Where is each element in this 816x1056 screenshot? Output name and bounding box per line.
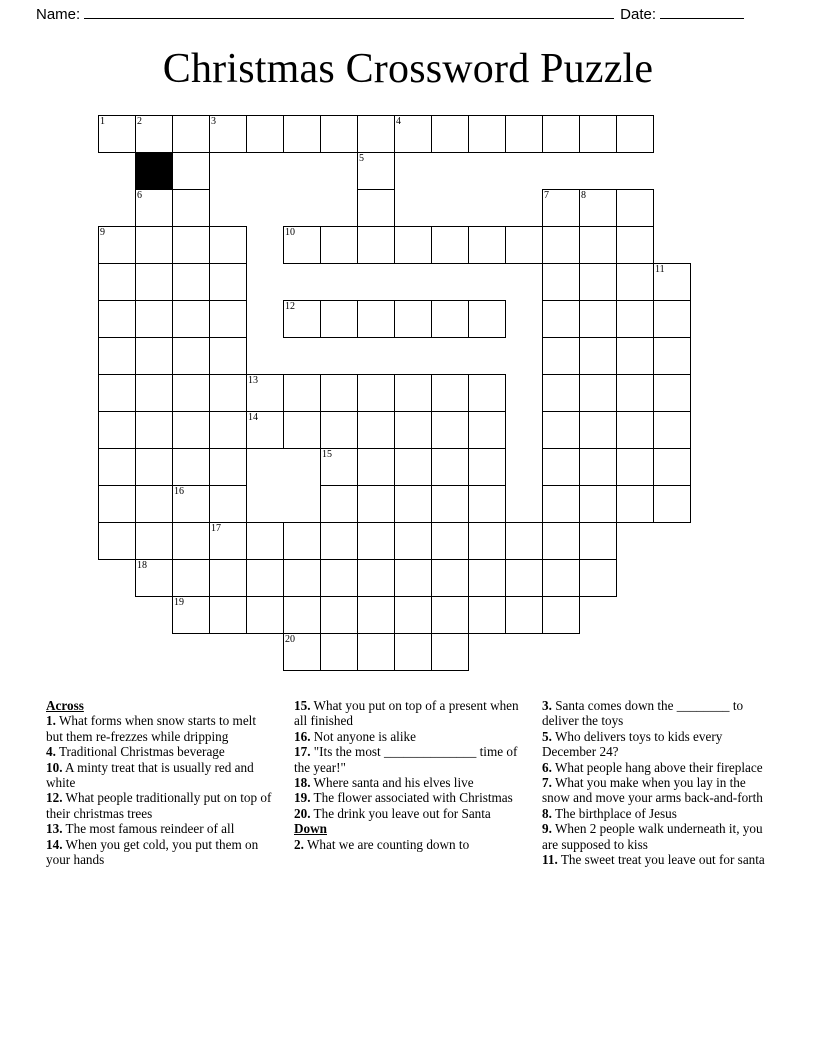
grid-cell[interactable] (542, 411, 580, 449)
grid-cell-number: 12 (285, 301, 295, 312)
grid-cell[interactable] (135, 522, 173, 560)
grid-cell[interactable] (579, 263, 617, 301)
grid-cell[interactable] (542, 300, 580, 338)
grid-cell[interactable] (579, 559, 617, 597)
grid-cell[interactable] (283, 300, 321, 338)
grid-cell[interactable] (579, 485, 617, 523)
grid-cell[interactable] (98, 300, 136, 338)
grid-cell[interactable] (394, 559, 432, 597)
grid-cell[interactable] (320, 485, 358, 523)
grid-cell[interactable] (98, 337, 136, 375)
clue-text: What you make when you lay in the snow and move your arms back-and-forth (542, 775, 763, 806)
grid-cell[interactable] (616, 300, 654, 338)
grid-cell[interactable] (394, 448, 432, 486)
grid-cell[interactable] (283, 522, 321, 560)
grid-cell[interactable] (172, 300, 210, 338)
clue-number: 5. (542, 728, 552, 744)
grid-cell-number: 20 (285, 634, 295, 645)
grid-cell[interactable] (542, 596, 580, 634)
grid-cell[interactable] (320, 559, 358, 597)
grid-cell-number: 2 (137, 116, 142, 127)
grid-cell[interactable] (98, 485, 136, 523)
grid-cell[interactable] (542, 448, 580, 486)
grid-cell[interactable] (320, 300, 358, 338)
clue-number: 6. (542, 759, 552, 775)
grid-cell[interactable] (431, 633, 469, 671)
grid-cell[interactable] (172, 115, 210, 153)
grid-cell[interactable] (135, 300, 173, 338)
grid-cell-number: 18 (137, 560, 147, 571)
clue-text: Not anyone is alike (310, 728, 416, 744)
grid-cell[interactable] (542, 226, 580, 264)
clues-section (46, 698, 772, 867)
grid-cell[interactable] (209, 300, 247, 338)
grid-cell-number: 15 (322, 449, 332, 460)
grid-cell[interactable] (320, 633, 358, 671)
grid-cell[interactable] (357, 115, 395, 153)
grid-cell[interactable] (283, 115, 321, 153)
clue-text: "Its the most ______________ time of the year!" (294, 744, 518, 775)
clue-text: When you get cold, you put them on your hands (46, 836, 259, 868)
clue-number: 8. (542, 805, 552, 821)
grid-cell-number: 1 (100, 116, 105, 127)
page-title: Christmas Crossword Puzzle (162, 46, 654, 92)
grid-cell[interactable] (468, 596, 506, 634)
grid-cell-number: 8 (581, 190, 586, 201)
grid-cell[interactable] (579, 300, 617, 338)
grid-cell[interactable] (283, 226, 321, 264)
grid-cell[interactable] (505, 522, 543, 560)
grid-cell-number: 16 (174, 486, 184, 497)
grid-cell[interactable] (468, 522, 506, 560)
grid-cell[interactable] (579, 115, 617, 153)
clue-number: 14. (46, 836, 63, 852)
grid-cell[interactable] (283, 633, 321, 671)
grid-cell[interactable] (542, 263, 580, 301)
down-clue (542, 852, 772, 867)
across-clue (294, 698, 524, 729)
grid-cell[interactable] (357, 522, 395, 560)
grid-cell[interactable] (320, 448, 358, 486)
grid-cell[interactable] (209, 226, 247, 264)
clue-text: Where santa and his elves live (310, 775, 474, 791)
grid-cell[interactable] (357, 226, 395, 264)
clue-number: 18. (294, 775, 311, 791)
grid-cell[interactable] (616, 263, 654, 301)
grid-cell-number: 11 (655, 264, 665, 275)
clue-text: What forms when snow starts to melt but them re-frezzes while dripping (46, 713, 256, 744)
grid-cell[interactable] (209, 337, 247, 375)
grid-cell[interactable] (505, 115, 543, 153)
grid-cell[interactable] (357, 596, 395, 634)
grid-cell[interactable] (172, 485, 210, 523)
grid-cell[interactable] (542, 374, 580, 412)
grid-cell[interactable] (135, 226, 173, 264)
grid-cell-number: 17 (211, 523, 221, 534)
grid-cell[interactable] (616, 226, 654, 264)
grid-cell[interactable] (172, 263, 210, 301)
grid-cell[interactable] (320, 596, 358, 634)
grid-cell[interactable] (579, 411, 617, 449)
across-clue (294, 775, 524, 790)
grid-cell[interactable] (579, 189, 617, 227)
grid-cell[interactable] (431, 448, 469, 486)
grid-cell[interactable] (98, 448, 136, 486)
grid-cell[interactable] (394, 411, 432, 449)
grid-cell[interactable] (357, 485, 395, 523)
grid-cell[interactable] (616, 448, 654, 486)
clue-number: 17. (294, 744, 311, 760)
grid-cell[interactable] (320, 411, 358, 449)
clue-number: 2. (294, 836, 304, 852)
grid-cell[interactable] (172, 596, 210, 634)
grid-cell[interactable] (357, 189, 395, 227)
grid-cell[interactable] (135, 115, 173, 153)
grid-cell[interactable] (431, 559, 469, 597)
clue-text: The sweet treat you leave out for santa (557, 852, 765, 868)
clue-text: What we are counting down to (303, 836, 470, 852)
grid-cell-number: 10 (285, 227, 295, 238)
grid-cell[interactable] (431, 226, 469, 264)
grid-cell[interactable] (172, 559, 210, 597)
across-clue (294, 790, 524, 805)
grid-cell[interactable] (209, 485, 247, 523)
grid-cell[interactable] (542, 559, 580, 597)
across-clue (46, 837, 276, 868)
grid-cell[interactable] (431, 300, 469, 338)
grid-cell[interactable] (394, 374, 432, 412)
grid-cell[interactable] (283, 559, 321, 597)
grid-cell[interactable] (246, 411, 284, 449)
grid-cell[interactable] (320, 522, 358, 560)
grid-cell[interactable] (172, 337, 210, 375)
grid-cell[interactable] (542, 337, 580, 375)
down-clue (542, 821, 772, 852)
across-heading: Across (46, 698, 84, 713)
across-clue (294, 806, 524, 821)
grid-cell[interactable] (209, 411, 247, 449)
grid-cell[interactable] (431, 411, 469, 449)
across-clue (46, 821, 276, 836)
grid-cell[interactable] (98, 411, 136, 449)
across-clue (46, 790, 276, 821)
grid-cell[interactable] (246, 374, 284, 412)
grid-cell[interactable] (135, 411, 173, 449)
clue-number: 4. (46, 744, 56, 760)
grid-cell[interactable] (431, 596, 469, 634)
clue-number: 11. (542, 852, 558, 868)
grid-cell[interactable] (172, 374, 210, 412)
grid-block (135, 152, 173, 190)
clue-text: When 2 people walk underneath it, you are supposed to kiss (542, 821, 763, 852)
grid-cell[interactable] (172, 189, 210, 227)
grid-cell[interactable] (616, 485, 654, 523)
grid-cell[interactable] (357, 411, 395, 449)
grid-cell-number: 4 (396, 116, 401, 127)
grid-cell[interactable] (616, 374, 654, 412)
clue-text: The drink you leave out for Santa (310, 805, 491, 821)
grid-cell[interactable] (468, 485, 506, 523)
grid-cell[interactable] (246, 559, 284, 597)
across-clue (46, 760, 276, 791)
grid-cell[interactable] (209, 115, 247, 153)
across-clue (46, 744, 276, 759)
clue-text: Santa comes down the ________ to deliver the toys (542, 698, 744, 729)
grid-cell[interactable] (542, 189, 580, 227)
grid-cell[interactable] (135, 448, 173, 486)
grid-cell[interactable] (357, 448, 395, 486)
grid-cell[interactable] (283, 596, 321, 634)
grid-cell[interactable] (542, 485, 580, 523)
grid-cell[interactable] (320, 226, 358, 264)
grid-cell[interactable] (209, 263, 247, 301)
grid-cell[interactable] (468, 115, 506, 153)
worksheet-header (0, 0, 816, 23)
grid-cell[interactable] (468, 448, 506, 486)
grid-cell[interactable] (394, 522, 432, 560)
grid-cell[interactable] (172, 152, 210, 190)
across-clue (46, 713, 276, 744)
grid-cell[interactable] (394, 300, 432, 338)
down-clue (542, 806, 772, 821)
grid-cell[interactable] (579, 522, 617, 560)
grid-cell[interactable] (616, 337, 654, 375)
grid-cell[interactable] (209, 596, 247, 634)
down-clue (542, 729, 772, 760)
clue-number: 13. (46, 821, 63, 837)
grid-cell[interactable] (172, 522, 210, 560)
grid-cell[interactable] (468, 226, 506, 264)
grid-cell[interactable] (394, 485, 432, 523)
grid-cell[interactable] (172, 226, 210, 264)
grid-cell[interactable] (135, 337, 173, 375)
clue-text: The birthplace of Jesus (551, 805, 677, 821)
grid-cell[interactable] (357, 559, 395, 597)
grid-cell[interactable] (246, 115, 284, 153)
grid-cell[interactable] (135, 559, 173, 597)
clue-number: 1. (46, 713, 56, 729)
clue-number: 3. (542, 698, 552, 713)
grid-cell[interactable] (98, 374, 136, 412)
grid-cell[interactable] (431, 522, 469, 560)
grid-cell[interactable] (579, 226, 617, 264)
clue-text: Who delivers toys to kids every December 24? (542, 728, 723, 760)
grid-cell[interactable] (579, 374, 617, 412)
grid-cell[interactable] (653, 411, 691, 449)
grid-cell[interactable] (431, 115, 469, 153)
across-clue (294, 729, 524, 744)
grid-cell[interactable] (357, 633, 395, 671)
grid-cell-number: 6 (137, 190, 142, 201)
grid-cell[interactable] (468, 374, 506, 412)
clue-number: 9. (542, 821, 552, 837)
clue-text: The flower associated with Christmas (310, 790, 513, 806)
grid-cell[interactable] (579, 337, 617, 375)
grid-cell[interactable] (394, 633, 432, 671)
down-clue (542, 760, 772, 775)
grid-cell[interactable] (653, 485, 691, 523)
grid-cell[interactable] (394, 115, 432, 153)
grid-cell[interactable] (468, 300, 506, 338)
grid-cell[interactable] (653, 337, 691, 375)
grid-cell[interactable] (246, 522, 284, 560)
grid-cell[interactable] (209, 374, 247, 412)
grid-cell[interactable] (357, 152, 395, 190)
clue-text: The most famous reindeer of all (62, 821, 235, 837)
grid-cell[interactable] (98, 226, 136, 264)
grid-cell[interactable] (135, 189, 173, 227)
grid-cell[interactable] (135, 263, 173, 301)
clue-text: What people hang above their fireplace (551, 759, 763, 775)
grid-cell[interactable] (320, 374, 358, 412)
grid-cell[interactable] (542, 522, 580, 560)
grid-cell[interactable] (505, 559, 543, 597)
clue-number: 16. (294, 728, 311, 744)
grid-cell[interactable] (468, 411, 506, 449)
crossword-grid[interactable] (98, 115, 718, 699)
name-write-line[interactable] (84, 6, 614, 19)
grid-cell[interactable] (135, 374, 173, 412)
grid-cell[interactable] (98, 522, 136, 560)
grid-cell-number: 19 (174, 597, 184, 608)
down-clue (542, 775, 772, 806)
grid-cell[interactable] (357, 300, 395, 338)
grid-cell-number: 7 (544, 190, 549, 201)
grid-cell[interactable] (172, 411, 210, 449)
grid-cell[interactable] (616, 189, 654, 227)
name-label: Name: (36, 6, 81, 23)
grid-cell[interactable] (616, 411, 654, 449)
grid-cell[interactable] (653, 300, 691, 338)
grid-cell[interactable] (98, 263, 136, 301)
clue-number: 20. (294, 805, 311, 821)
grid-cell[interactable] (542, 115, 580, 153)
across-clue (294, 744, 524, 775)
grid-cell[interactable] (357, 374, 395, 412)
grid-cell[interactable] (135, 485, 173, 523)
clue-number: 7. (542, 775, 552, 791)
grid-cell[interactable] (505, 226, 543, 264)
grid-cell[interactable] (209, 448, 247, 486)
grid-cell[interactable] (320, 115, 358, 153)
grid-cell-number: 14 (248, 412, 258, 423)
grid-cell[interactable] (246, 596, 284, 634)
grid-cell[interactable] (579, 448, 617, 486)
grid-cell-number: 9 (100, 227, 105, 238)
grid-cell[interactable] (283, 411, 321, 449)
grid-cell[interactable] (616, 115, 654, 153)
grid-cell[interactable] (283, 374, 321, 412)
date-label: Date: (620, 6, 656, 23)
down-clue (542, 698, 772, 729)
grid-cell[interactable] (653, 374, 691, 412)
grid-cell[interactable] (172, 448, 210, 486)
clue-number: 19. (294, 790, 311, 806)
grid-cell[interactable] (431, 485, 469, 523)
down-clue (294, 837, 524, 852)
grid-cell[interactable] (98, 115, 136, 153)
clue-text: A minty treat that is usually red and white (46, 759, 254, 791)
grid-cell-number: 13 (248, 375, 258, 386)
grid-cell[interactable] (209, 559, 247, 597)
date-write-line[interactable] (660, 6, 744, 19)
grid-cell[interactable] (653, 263, 691, 301)
grid-cell-number: 3 (211, 116, 216, 127)
down-heading: Down (294, 821, 327, 837)
grid-cell[interactable] (505, 596, 543, 634)
clue-number: 15. (294, 698, 311, 713)
grid-cell[interactable] (431, 374, 469, 412)
clue-text: Traditional Christmas beverage (55, 744, 225, 760)
clue-text: What you put on top of a present when all finished (294, 698, 519, 729)
grid-cell-number: 5 (359, 153, 364, 164)
clue-text: What people traditionally put on top of their christmas trees (46, 790, 272, 821)
grid-cell[interactable] (394, 226, 432, 264)
grid-cell[interactable] (653, 448, 691, 486)
clue-number: 10. (46, 759, 63, 775)
clue-number: 12. (46, 790, 63, 806)
grid-cell[interactable] (394, 596, 432, 634)
grid-cell[interactable] (468, 559, 506, 597)
grid-cell[interactable] (209, 522, 247, 560)
